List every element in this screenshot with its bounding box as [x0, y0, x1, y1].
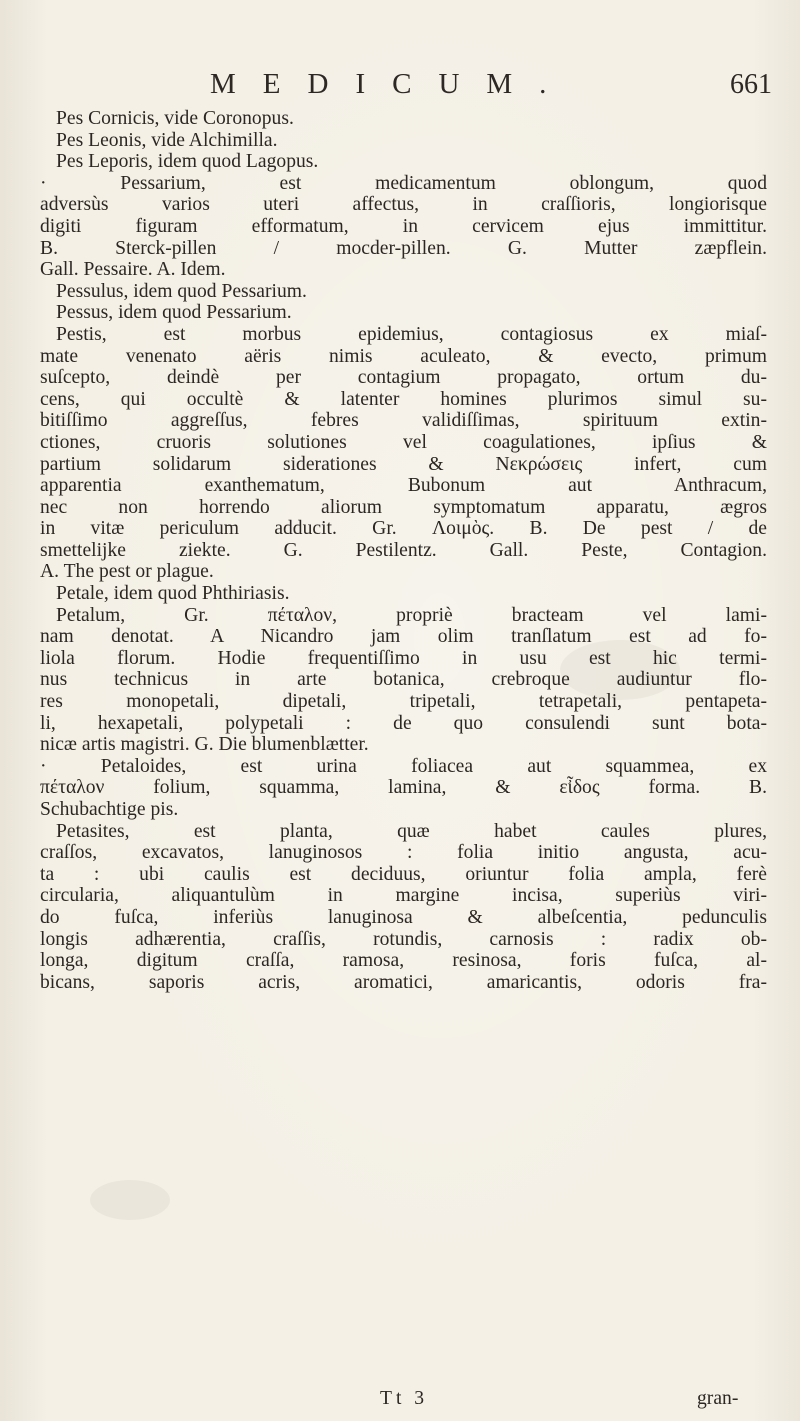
text-line: liola florum. Hodie frequentiſſimo in usu est hic termi-	[40, 647, 767, 669]
text-line: Pes Cornicis, vide Coronopus.	[56, 108, 294, 129]
running-head: MEDICUM.	[210, 68, 574, 100]
text-line: bitiſſimo aggreſſus, febres validiſſimas, spirituum extin-	[40, 410, 767, 432]
text-line: mate venenato aëris nimis aculeato, & evecto, primum	[40, 345, 767, 367]
text-line: digiti figuram efformatum, in cervicem ejus immittitur.	[40, 215, 767, 237]
text-line: Petalum, Gr. πέταλον, propriè bracteam vel lami-	[56, 604, 767, 626]
text-line: · Petaloides, est urina foliacea aut squammea, ex	[40, 755, 767, 777]
text-line: A. The pest or plague.	[40, 561, 214, 583]
text-line: Gall. Pessaire. A. Idem.	[40, 259, 226, 281]
text-line: smettelijke ziekte. G. Pestilentz. Gall. Peste, Contagion.	[40, 539, 767, 561]
text-line: B. Sterck-pillen / mocder-pillen. G. Mutter zæpflein.	[40, 237, 767, 259]
text-line: cens, qui occultè & latenter homines plurimos simul su-	[40, 388, 767, 410]
text-line: do fuſca, inferiùs lanuginosa & albeſcentia, pedunculis	[40, 906, 767, 928]
text-line: Pestis, est morbus epidemius, contagiosus ex miaſ-	[56, 323, 767, 345]
text-line: Pessus, idem quod Pessarium.	[56, 302, 292, 324]
text-line: ta : ubi caulis est deciduus, oriuntur folia ampla, ferè	[40, 863, 767, 885]
signature-mark: Tt 3	[380, 1388, 429, 1409]
dictionary-text	[40, 108, 767, 993]
text-line: in vitæ periculum adducit. Gr. Λοιμὸς. B. De pest / de	[40, 518, 767, 540]
text-line: partium solidarum siderationes & Νεκρώσεις infert, cum	[40, 453, 767, 475]
page-number: 661	[730, 69, 772, 100]
text-line: Petasites, est planta, quæ habet caules plures,	[56, 820, 767, 842]
text-line: longis adhærentia, craſſis, rotundis, carnosis : radix ob-	[40, 928, 767, 950]
text-line: nec non horrendo aliorum symptomatum apparatu, ægros	[40, 496, 767, 518]
text-line: Petale, idem quod Phthiriasis.	[56, 583, 290, 605]
text-line: Pes Leonis, vide Alchimilla.	[56, 129, 278, 151]
text-line: Pessulus, idem quod Pessarium.	[56, 280, 307, 302]
text-line: · Pessarium, est medicamentum oblongum, quod	[40, 172, 767, 194]
text-line: li, hexapetali, polypetali : de quo consulendi sunt bota-	[40, 712, 767, 734]
text-line: πέταλον folium, squamma, lamina, & εἶδος forma. B.	[40, 777, 767, 799]
text-line: nicæ artis magistri. G. Die blumenblætter.	[40, 734, 369, 756]
text-line: bicans, saporis acris, aromatici, amaricantis, odoris fra-	[40, 971, 767, 993]
text-line: suſcepto, deindè per contagium propagato, ortum du-	[40, 367, 767, 389]
text-line: circularia, aliquantulùm in margine incisa, superiùs viri-	[40, 885, 767, 907]
catchword: gran-	[697, 1388, 739, 1409]
text-line: longa, digitum craſſa, ramosa, resinosa, foris fuſca, al-	[40, 950, 767, 972]
text-line: nus technicus in arte botanica, crebroque audiuntur flo-	[40, 669, 767, 691]
text-line: adversùs varios uteri affectus, in craſſioris, longiorisque	[40, 194, 767, 216]
text-line: apparentia exanthematum, Bubonum aut Anthracum,	[40, 475, 767, 497]
paper-stain	[90, 1180, 170, 1220]
page-header	[0, 68, 800, 108]
text-line: ctiones, cruoris solutiones vel coagulationes, ipſius &	[40, 431, 767, 453]
page-footer	[0, 1388, 800, 1412]
text-line: craſſos, excavatos, lanuginosos : folia initio angusta, acu-	[40, 842, 767, 864]
text-line: Schubachtige pis.	[40, 799, 179, 820]
text-line: nam denotat. A Nicandro jam olim tranſlatum est ad fo-	[40, 626, 767, 648]
text-line: res monopetali, dipetali, tripetali, tetrapetali, pentapeta-	[40, 691, 767, 713]
text-line: Pes Leporis, idem quod Lagopus.	[56, 151, 319, 173]
